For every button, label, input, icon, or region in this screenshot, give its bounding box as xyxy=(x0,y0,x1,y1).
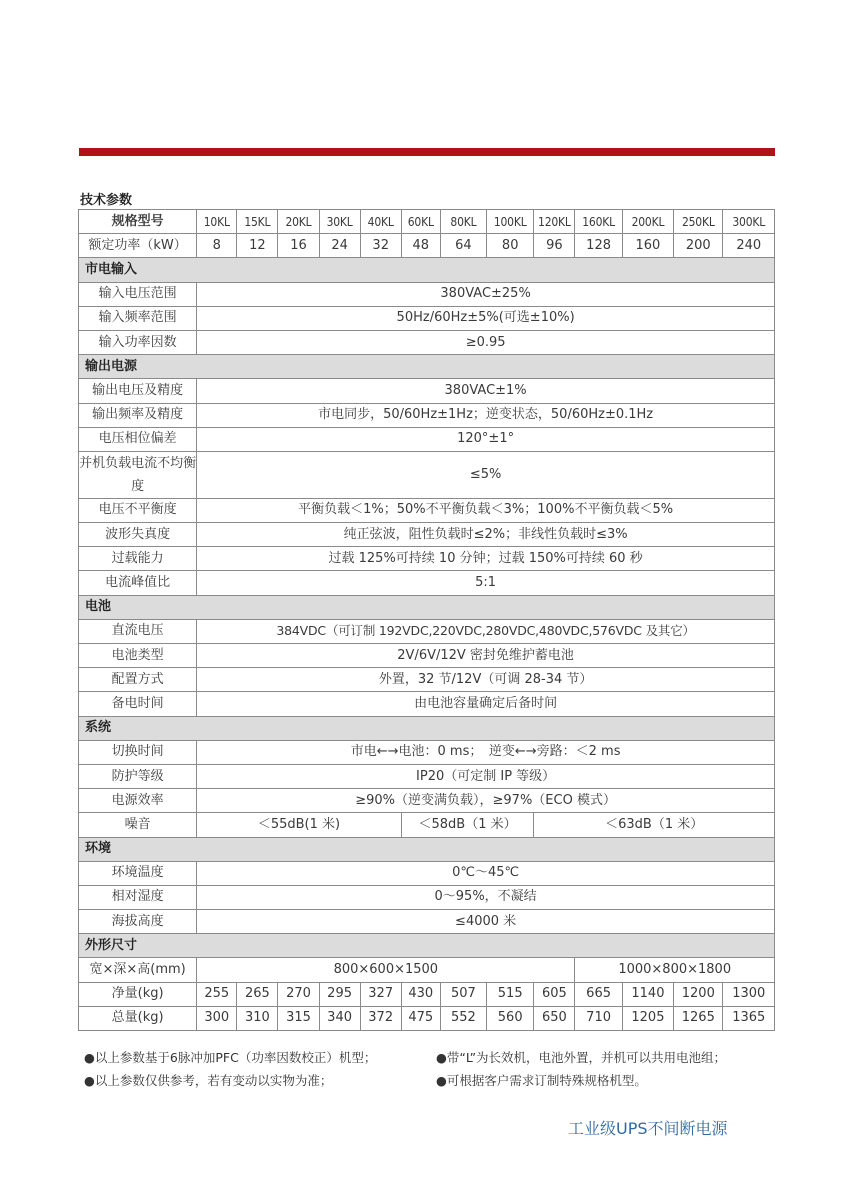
row-label: 电压相位偏差 xyxy=(79,427,197,451)
row-value: 240 xyxy=(723,234,775,258)
table-row xyxy=(79,571,775,595)
row-value: ＜58dB（1 米） xyxy=(401,813,534,837)
table-row xyxy=(79,789,775,813)
row-value: 710 xyxy=(575,1006,622,1030)
row-label: 过载能力 xyxy=(79,547,197,571)
row-value: 650 xyxy=(534,1006,575,1030)
model-cell: 120KL xyxy=(534,210,575,234)
row-value: 0～95%，不凝结 xyxy=(197,885,775,909)
section-title: 系统 xyxy=(79,716,775,740)
row-value: 475 xyxy=(401,1006,440,1030)
row-label: 电池类型 xyxy=(79,644,197,668)
row-value: 80 xyxy=(487,234,534,258)
row-value: 12 xyxy=(237,234,278,258)
row-value: 270 xyxy=(278,982,319,1006)
note-item: ●可根据客户需求订制特殊规格机型。 xyxy=(436,1073,647,1088)
table-row xyxy=(79,282,775,306)
row-value: 372 xyxy=(360,1006,401,1030)
row-value: ≥0.95 xyxy=(197,330,775,354)
model-cell: 10KL xyxy=(197,210,237,234)
row-label: 额定功率（kW） xyxy=(79,234,197,258)
row-value: 96 xyxy=(534,234,575,258)
row-value: 1140 xyxy=(622,982,673,1006)
table-row xyxy=(79,234,775,258)
table-row xyxy=(79,885,775,909)
section-title: 输出电源 xyxy=(79,355,775,379)
row-label: 环境温度 xyxy=(79,861,197,885)
row-value: 380VAC±1% xyxy=(197,379,775,403)
model-cell: 30KL xyxy=(319,210,360,234)
model-cell: 200KL xyxy=(622,210,673,234)
row-value: 552 xyxy=(440,1006,486,1030)
section-header-row xyxy=(79,837,775,861)
model-cell: 300KL xyxy=(723,210,775,234)
row-label: 相对湿度 xyxy=(79,885,197,909)
row-value: 605 xyxy=(534,982,575,1006)
note-item: ●以上参数基于6脉冲加PFC（功率因数校正）机型； xyxy=(84,1050,377,1065)
row-label: 输出频率及精度 xyxy=(79,403,197,427)
section-title: 电池 xyxy=(79,595,775,619)
row-label: 规格型号 xyxy=(79,210,197,234)
row-value: 380VAC±25% xyxy=(197,282,775,306)
row-value: 265 xyxy=(237,982,278,1006)
table-row xyxy=(79,379,775,403)
row-label: 宽×深×高(mm) xyxy=(79,958,197,982)
section-title: 市电输入 xyxy=(79,258,775,282)
row-value: 515 xyxy=(487,982,534,1006)
row-value: 由电池容量确定后备时间 xyxy=(197,692,775,716)
model-cell: 15KL xyxy=(237,210,278,234)
row-value: 1365 xyxy=(723,1006,775,1030)
section-title: 外形尺寸 xyxy=(79,934,775,958)
table-row xyxy=(79,668,775,692)
model-cell: 160KL xyxy=(575,210,622,234)
row-value: 1200 xyxy=(674,982,723,1006)
row-value: 430 xyxy=(401,982,440,1006)
row-label: 切换时间 xyxy=(79,740,197,764)
row-label: 输入功率因数 xyxy=(79,330,197,354)
row-label: 输出电压及精度 xyxy=(79,379,197,403)
table-row xyxy=(79,451,775,498)
section-header-row xyxy=(79,355,775,379)
row-value: 市电←→电池：0 ms； 逆变←→旁路：＜2 ms xyxy=(197,740,775,764)
row-value: 1000×800×1800 xyxy=(575,958,775,982)
header-accent-bar xyxy=(79,148,775,156)
row-label: 海拔高度 xyxy=(79,910,197,934)
table-row xyxy=(79,619,775,643)
row-value: 50Hz/60Hz±5%(可选±10%) xyxy=(197,306,775,330)
row-label: 直流电压 xyxy=(79,619,197,643)
note-item: ●以上参数仅供参考，若有变动以实物为准； xyxy=(84,1073,333,1088)
row-value: 128 xyxy=(575,234,622,258)
table-row xyxy=(79,692,775,716)
section-header-row xyxy=(79,716,775,740)
spec-table xyxy=(78,209,775,1031)
row-value: 507 xyxy=(440,982,486,1006)
section-header-row xyxy=(79,595,775,619)
row-value: 665 xyxy=(575,982,622,1006)
model-cell: 20KL xyxy=(278,210,319,234)
row-label: 备电时间 xyxy=(79,692,197,716)
row-value: 800×600×1500 xyxy=(197,958,575,982)
section-title: 环境 xyxy=(79,837,775,861)
row-value: 384VDC（可订制 192VDC,220VDC,280VDC,480VDC,576VDC 及其它） xyxy=(197,619,775,643)
table-row xyxy=(79,330,775,354)
table-row xyxy=(79,958,775,982)
row-label: 配置方式 xyxy=(79,668,197,692)
row-value: 1300 xyxy=(723,982,775,1006)
row-value: IP20（可定制 IP 等级） xyxy=(197,764,775,788)
row-value: 0℃～45℃ xyxy=(197,861,775,885)
table-row xyxy=(79,982,775,1006)
row-value: ＜63dB（1 米） xyxy=(534,813,775,837)
row-value: 纯正弦波，阻性负载时≤2%；非线性负载时≤3% xyxy=(197,523,775,547)
row-value: 5:1 xyxy=(197,571,775,595)
row-value: 外置，32 节/12V（可调 28-34 节） xyxy=(197,668,775,692)
table-row xyxy=(79,740,775,764)
row-value: 48 xyxy=(401,234,440,258)
section-header-row xyxy=(79,934,775,958)
table-row xyxy=(79,644,775,668)
model-cell: 40KL xyxy=(360,210,401,234)
spec-heading: 技术参数 xyxy=(80,193,133,208)
row-value: 560 xyxy=(487,1006,534,1030)
table-row xyxy=(79,547,775,571)
row-label: 净量(kg) xyxy=(79,982,197,1006)
row-label: 输入电压范围 xyxy=(79,282,197,306)
table-row xyxy=(79,861,775,885)
row-value: 64 xyxy=(440,234,486,258)
table-row xyxy=(79,1006,775,1030)
row-label: 并机负载电流不均衡度 xyxy=(79,451,197,498)
table-row xyxy=(79,498,775,522)
row-value: 8 xyxy=(197,234,237,258)
table-row xyxy=(79,813,775,837)
row-value: ≤5% xyxy=(197,451,775,498)
row-label: 防护等级 xyxy=(79,764,197,788)
row-value: 16 xyxy=(278,234,319,258)
table-row xyxy=(79,403,775,427)
row-label: 电源效率 xyxy=(79,789,197,813)
table-row xyxy=(79,910,775,934)
row-label: 输入频率范围 xyxy=(79,306,197,330)
row-label: 总量(kg) xyxy=(79,1006,197,1030)
row-value: 327 xyxy=(360,982,401,1006)
row-value: 160 xyxy=(622,234,673,258)
row-value: 1265 xyxy=(674,1006,723,1030)
row-value: 24 xyxy=(319,234,360,258)
row-value: 340 xyxy=(319,1006,360,1030)
row-label: 电压不平衡度 xyxy=(79,498,197,522)
table-row xyxy=(79,523,775,547)
row-value: 过载 125%可持续 10 分钟；过载 150%可持续 60 秒 xyxy=(197,547,775,571)
footer-title: 工业级UPS不间断电源 xyxy=(568,1119,728,1138)
row-value: 120°±1° xyxy=(197,427,775,451)
row-label: 电流峰值比 xyxy=(79,571,197,595)
row-value: 300 xyxy=(197,1006,237,1030)
row-value: 市电同步，50/60Hz±1Hz；逆变状态，50/60Hz±0.1Hz xyxy=(197,403,775,427)
row-value: ＜55dB(1 米) xyxy=(197,813,402,837)
model-cell: 100KL xyxy=(487,210,534,234)
model-row xyxy=(79,210,775,234)
table-row xyxy=(79,764,775,788)
row-value: 200 xyxy=(674,234,723,258)
section-header-row xyxy=(79,258,775,282)
row-value: 255 xyxy=(197,982,237,1006)
row-value: 310 xyxy=(237,1006,278,1030)
row-label: 噪音 xyxy=(79,813,197,837)
table-row xyxy=(79,427,775,451)
row-value: ≥90%（逆变满负载），≥97%（ECO 模式） xyxy=(197,789,775,813)
note-item: ●带“L”为长效机，电池外置，并机可以共用电池组； xyxy=(436,1050,727,1065)
row-value: 1205 xyxy=(622,1006,673,1030)
table-row xyxy=(79,306,775,330)
model-cell: 80KL xyxy=(440,210,486,234)
row-value: ≤4000 米 xyxy=(197,910,775,934)
row-value: 315 xyxy=(278,1006,319,1030)
row-label: 波形失真度 xyxy=(79,523,197,547)
row-value: 295 xyxy=(319,982,360,1006)
row-value: 32 xyxy=(360,234,401,258)
model-cell: 60KL xyxy=(401,210,440,234)
row-value: 2V/6V/12V 密封免维护蓄电池 xyxy=(197,644,775,668)
model-cell: 250KL xyxy=(674,210,723,234)
row-value: 平衡负载＜1%；50%不平衡负载＜3%；100%不平衡负载＜5% xyxy=(197,498,775,522)
